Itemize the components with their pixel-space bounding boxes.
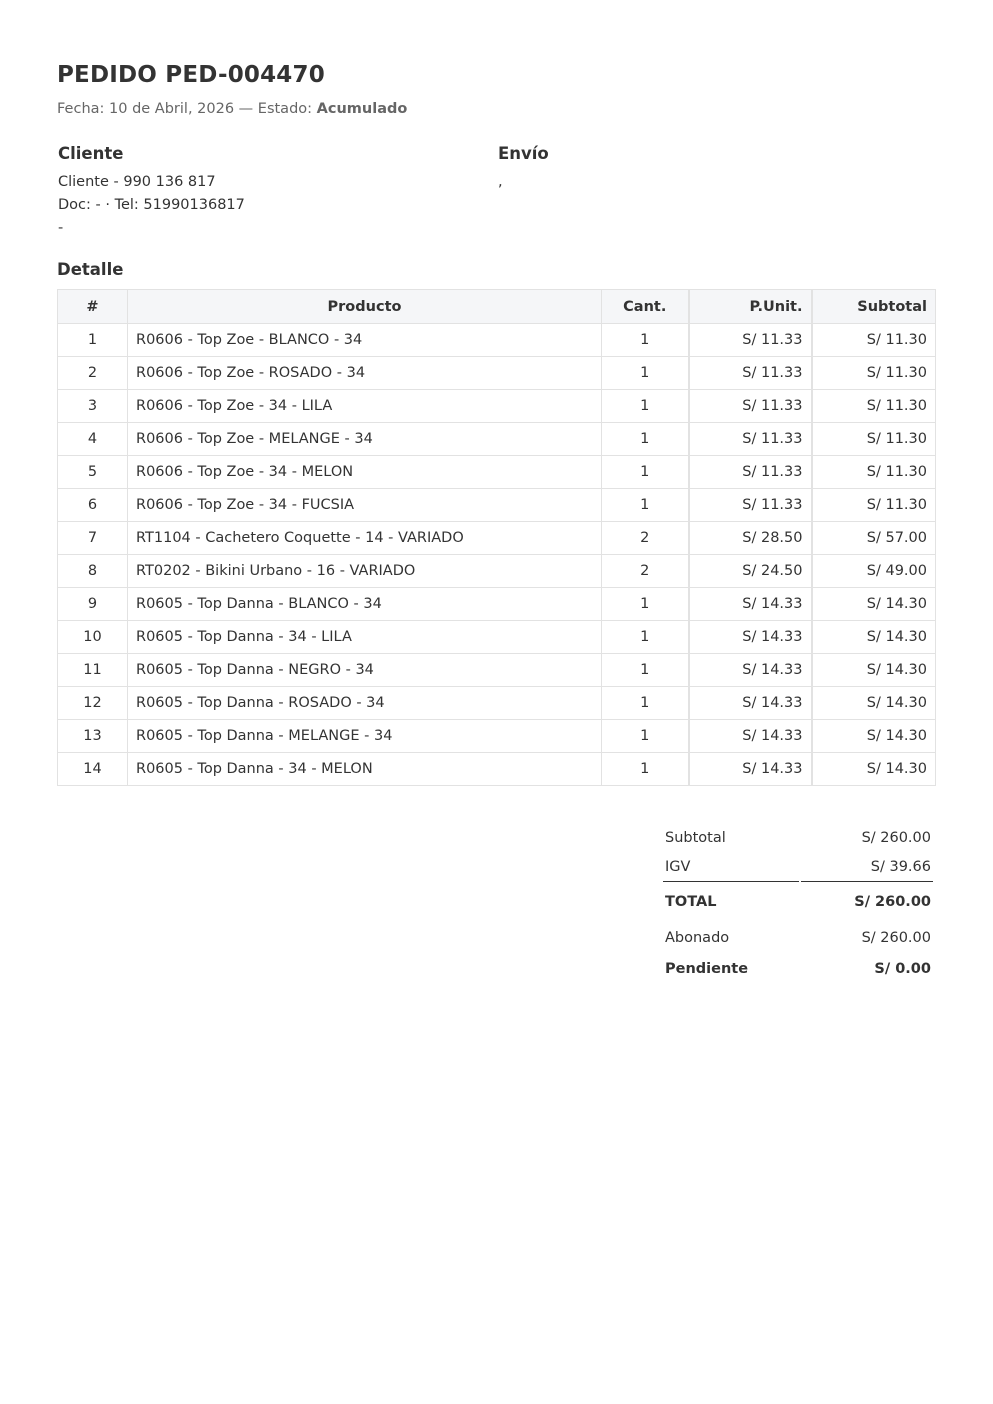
row-unit-price-cell: S/ 11.33 xyxy=(689,324,812,357)
table-row xyxy=(58,555,936,588)
row-product-cell: RT0202 - Bikini Urbano - 16 - VARIADO xyxy=(128,555,602,588)
column-header-index: # xyxy=(58,290,128,324)
row-product-cell: R0605 - Top Danna - ROSADO - 34 xyxy=(128,687,602,720)
row-subtotal-cell: S/ 14.30 xyxy=(812,753,936,786)
order-status: Acumulado xyxy=(316,101,408,117)
row-unit-price-cell: S/ 14.33 xyxy=(689,687,812,720)
client-name: Cliente - 990 136 817 xyxy=(58,174,216,190)
row-subtotal-cell: S/ 11.30 xyxy=(812,423,936,456)
row-quantity-cell: 1 xyxy=(602,324,689,357)
pending-label: Pendiente xyxy=(665,960,749,977)
table-row xyxy=(58,324,936,357)
pending-row xyxy=(663,953,933,984)
row-quantity-cell: 1 xyxy=(602,753,689,786)
table-row xyxy=(58,621,936,654)
row-index-cell: 4 xyxy=(58,423,128,456)
row-unit-price-cell: S/ 14.33 xyxy=(689,621,812,654)
row-unit-price-cell: S/ 14.33 xyxy=(689,588,812,621)
row-quantity-cell: 1 xyxy=(602,357,689,390)
igv-row xyxy=(663,853,933,882)
table-row xyxy=(58,720,936,753)
row-product-cell: R0606 - Top Zoe - BLANCO - 34 xyxy=(128,324,602,357)
igv-label: IGV xyxy=(663,853,799,882)
shipping-heading: Envío xyxy=(498,144,549,163)
row-subtotal-cell: S/ 57.00 xyxy=(812,522,936,555)
order-date-text: Fecha: 10 de Abril, 2026 — Estado: xyxy=(57,101,313,117)
table-row xyxy=(58,753,936,786)
client-contact: Doc: - · Tel: 51990136817 xyxy=(58,197,245,213)
row-subtotal-cell: S/ 14.30 xyxy=(812,588,936,621)
paid-value: S/ 260.00 xyxy=(861,929,931,946)
column-header-product: Producto xyxy=(128,290,602,324)
row-unit-price-cell: S/ 28.50 xyxy=(689,522,812,555)
row-unit-price-cell: S/ 11.33 xyxy=(689,357,812,390)
row-quantity-cell: 1 xyxy=(602,621,689,654)
row-product-cell: R0605 - Top Danna - MELANGE - 34 xyxy=(128,720,602,753)
order-meta xyxy=(57,101,407,117)
row-product-cell: RT1104 - Cachetero Coquette - 14 - VARIADO xyxy=(128,522,602,555)
row-subtotal-cell: S/ 11.30 xyxy=(812,489,936,522)
igv-value: S/ 39.66 xyxy=(801,853,933,882)
row-index-cell: 8 xyxy=(58,555,128,588)
row-quantity-cell: 1 xyxy=(602,390,689,423)
row-quantity-cell: 2 xyxy=(602,522,689,555)
table-row xyxy=(58,390,936,423)
row-index-cell: 14 xyxy=(58,753,128,786)
order-items-table xyxy=(57,289,936,786)
column-header-unit-price: P.Unit. xyxy=(689,290,812,324)
row-index-cell: 1 xyxy=(58,324,128,357)
client-heading: Cliente xyxy=(58,144,124,163)
total-label: TOTAL xyxy=(665,894,717,910)
row-subtotal-cell: S/ 49.00 xyxy=(812,555,936,588)
client-address: - xyxy=(58,220,64,236)
column-header-quantity: Cant. xyxy=(602,290,689,324)
row-subtotal-cell: S/ 14.30 xyxy=(812,621,936,654)
row-subtotal-cell: S/ 14.30 xyxy=(812,720,936,753)
row-quantity-cell: 1 xyxy=(602,687,689,720)
row-product-cell: R0606 - Top Zoe - ROSADO - 34 xyxy=(128,357,602,390)
row-unit-price-cell: S/ 11.33 xyxy=(689,489,812,522)
row-unit-price-cell: S/ 14.33 xyxy=(689,753,812,786)
table-row xyxy=(58,357,936,390)
row-product-cell: R0606 - Top Zoe - MELANGE - 34 xyxy=(128,423,602,456)
row-index-cell: 11 xyxy=(58,654,128,687)
column-header-subtotal: Subtotal xyxy=(812,290,936,324)
row-quantity-cell: 1 xyxy=(602,588,689,621)
row-unit-price-cell: S/ 14.33 xyxy=(689,720,812,753)
page-title: PEDIDO PED-004470 xyxy=(57,62,325,88)
subtotal-label: Subtotal xyxy=(665,829,726,846)
table-row xyxy=(58,456,936,489)
row-unit-price-cell: S/ 11.33 xyxy=(689,456,812,489)
subtotal-row xyxy=(663,822,933,853)
row-product-cell: R0605 - Top Danna - 34 - MELON xyxy=(128,753,602,786)
row-unit-price-cell: S/ 24.50 xyxy=(689,555,812,588)
row-index-cell: 2 xyxy=(58,357,128,390)
row-index-cell: 7 xyxy=(58,522,128,555)
row-index-cell: 10 xyxy=(58,621,128,654)
row-subtotal-cell: S/ 14.30 xyxy=(812,687,936,720)
table-header-row xyxy=(58,290,936,324)
row-quantity-cell: 1 xyxy=(602,423,689,456)
detail-heading: Detalle xyxy=(57,260,124,279)
row-subtotal-cell: S/ 11.30 xyxy=(812,390,936,423)
pending-value: S/ 0.00 xyxy=(874,960,931,977)
row-product-cell: R0606 - Top Zoe - 34 - FUCSIA xyxy=(128,489,602,522)
row-quantity-cell: 1 xyxy=(602,456,689,489)
row-unit-price-cell: S/ 11.33 xyxy=(689,423,812,456)
shipping-address: , xyxy=(498,174,503,190)
row-unit-price-cell: S/ 14.33 xyxy=(689,654,812,687)
row-index-cell: 6 xyxy=(58,489,128,522)
row-quantity-cell: 1 xyxy=(602,654,689,687)
table-row xyxy=(58,489,936,522)
table-row xyxy=(58,588,936,621)
row-product-cell: R0605 - Top Danna - BLANCO - 34 xyxy=(128,588,602,621)
row-product-cell: R0605 - Top Danna - 34 - LILA xyxy=(128,621,602,654)
table-row xyxy=(58,687,936,720)
row-subtotal-cell: S/ 11.30 xyxy=(812,357,936,390)
row-product-cell: R0606 - Top Zoe - 34 - MELON xyxy=(128,456,602,489)
row-index-cell: 12 xyxy=(58,687,128,720)
table-row xyxy=(58,522,936,555)
row-product-cell: R0606 - Top Zoe - 34 - LILA xyxy=(128,390,602,423)
total-value: S/ 260.00 xyxy=(854,894,931,910)
row-index-cell: 5 xyxy=(58,456,128,489)
row-quantity-cell: 1 xyxy=(602,720,689,753)
row-subtotal-cell: S/ 11.30 xyxy=(812,324,936,357)
row-subtotal-cell: S/ 11.30 xyxy=(812,456,936,489)
row-unit-price-cell: S/ 11.33 xyxy=(689,390,812,423)
total-row xyxy=(663,882,933,922)
row-index-cell: 13 xyxy=(58,720,128,753)
table-row xyxy=(58,654,936,687)
row-product-cell: R0605 - Top Danna - NEGRO - 34 xyxy=(128,654,602,687)
table-row xyxy=(58,423,936,456)
row-index-cell: 9 xyxy=(58,588,128,621)
subtotal-value: S/ 260.00 xyxy=(861,829,931,846)
row-subtotal-cell: S/ 14.30 xyxy=(812,654,936,687)
row-index-cell: 3 xyxy=(58,390,128,423)
row-quantity-cell: 1 xyxy=(602,489,689,522)
paid-label: Abonado xyxy=(665,929,730,946)
row-quantity-cell: 2 xyxy=(602,555,689,588)
totals-summary xyxy=(661,822,935,984)
paid-row xyxy=(663,922,933,953)
